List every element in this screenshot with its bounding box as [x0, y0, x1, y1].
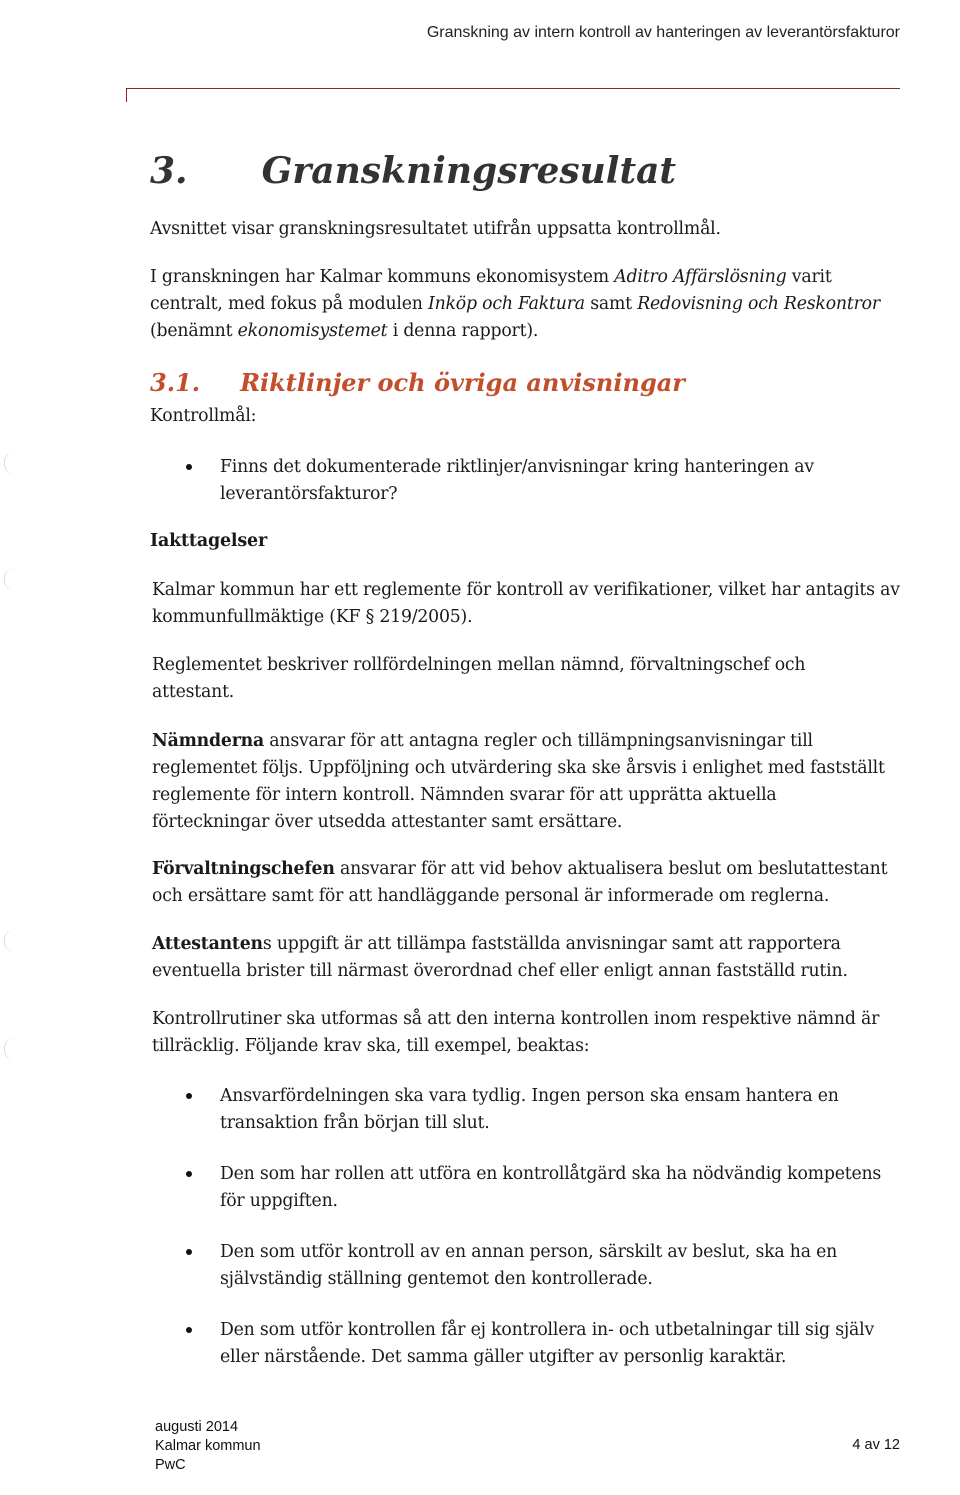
bullet-icon [186, 1171, 192, 1177]
control-question-list [180, 454, 900, 532]
module-name-2: Redovisning och Reskontror [637, 294, 880, 314]
bullet-icon [186, 1093, 192, 1099]
subsection-title: Riktlinjer och övriga anvisningar [240, 368, 685, 397]
system-alias: ekonomisystemet [237, 321, 388, 341]
subsection-heading [150, 368, 685, 397]
requirement-text: Ansvarfördelningen ska vara tydlig. Ingen person ska ensam hantera en transaktion från början till slut. [220, 1086, 839, 1133]
term-namnderna: Nämnderna [152, 731, 264, 751]
footer-firm: PwC [155, 1457, 186, 1473]
control-label: Kontrollmål: [150, 406, 257, 426]
section-number: 3. [150, 150, 188, 192]
subsection-number: 3.1. [150, 368, 201, 397]
system-text-c: varit centralt, med fokus på modulen [150, 267, 832, 314]
margin-scan-mark [4, 568, 15, 590]
list-item [180, 1239, 900, 1293]
running-header: Granskning av intern kontroll av hanteringen av leverantörsfakturor [426, 24, 900, 41]
list-item [180, 1161, 900, 1215]
section-title: Granskningsresultat [261, 150, 677, 192]
control-question: Finns det dokumenterade riktlinjer/anvisningar kring hanteringen av leverantörsfakturor? [220, 457, 814, 504]
paragraph-forvaltningschefen [152, 856, 902, 910]
term-attestanten: Attestanten [152, 934, 263, 954]
list-item [180, 454, 900, 508]
footer-date: augusti 2014 [155, 1419, 239, 1435]
paragraph-reglemente: Kalmar kommun har ett reglemente för kontroll av verifikationer, vilket har antagits av kommunfullmäktige (KF § 219/2005). [152, 580, 900, 627]
system-paragraph [150, 264, 890, 345]
bullet-icon [186, 464, 192, 470]
list-item [180, 1317, 900, 1371]
observations-heading: Iakttagelser [150, 531, 267, 551]
header-rule-tick [126, 88, 127, 102]
paragraph-namnderna-text: ansvarar för att antagna regler och tillämpningsanvisningar till reglementet följs. Uppföljning och utvärdering ska ske årsvis i enlighet med fastställt reglemente för intern kontroll. Nämnden svarar för att upprätta aktuella förteckningar över utsedda attestanter samt ersättare. [152, 731, 885, 832]
paragraph-namnderna [152, 728, 892, 836]
bullet-icon [186, 1327, 192, 1333]
requirements-list [180, 1083, 900, 1395]
paragraph-attestanten [152, 931, 892, 985]
section-heading [150, 150, 676, 192]
page-number: 4 av 12 [852, 1437, 900, 1453]
margin-scan-mark [4, 1038, 15, 1060]
margin-scan-mark [4, 930, 15, 952]
paragraph-forvaltningschefen-text: ansvarar för att vid behov aktualisera beslut om beslutattestant och ersättare samt för att handläggande personal är informerade om reglerna. [152, 859, 888, 906]
system-text-e: samt [584, 294, 638, 314]
footer-info [155, 1418, 261, 1475]
footer-client: Kalmar kommun [155, 1438, 261, 1454]
paragraph-attestanten-text: s uppgift är att tillämpa fastställda anvisningar samt att rapportera eventuella brister till närmast överordnad chef eller enligt annan fastställd rutin. [152, 934, 848, 981]
requirement-text: Den som har rollen att utföra en kontrollåtgärd ska ha nödvändig kompetens för uppgiften. [220, 1164, 882, 1211]
paragraph-rollfordelning: Reglementet beskriver rollfördelningen mellan nämnd, förvaltningschef och attestant. [152, 655, 806, 702]
requirement-text: Den som utför kontroll av en annan person, särskilt av beslut, ska ha en självständig ställning gentemot den kontrollerade. [220, 1242, 838, 1289]
margin-scan-mark [4, 452, 15, 474]
system-text-g: (benämnt [150, 321, 238, 341]
list-item [180, 1083, 900, 1137]
term-forvaltningschefen: Förvaltningschefen [152, 859, 335, 879]
paragraph-kontrollrutiner: Kontrollrutiner ska utformas så att den interna kontrollen inom respektive nämnd är tillräcklig. Följande krav ska, till exempel, beaktas: [152, 1009, 880, 1056]
system-name: Aditro Affärslösning [614, 267, 787, 287]
bullet-icon [186, 1249, 192, 1255]
requirement-text: Den som utför kontrollen får ej kontrollera in- och utbetalningar till sig själv eller närstående. Det samma gäller utgifter av personlig karaktär. [220, 1320, 875, 1367]
section-intro: Avsnittet visar granskningsresultatet utifrån uppsatta kontrollmål. [150, 219, 721, 239]
system-text-a: I granskningen har Kalmar kommuns ekonomisystem [150, 267, 615, 287]
system-text-i: i denna rapport). [387, 321, 539, 341]
module-name-1: Inköp och Faktura [427, 294, 585, 314]
header-rule [126, 88, 900, 89]
